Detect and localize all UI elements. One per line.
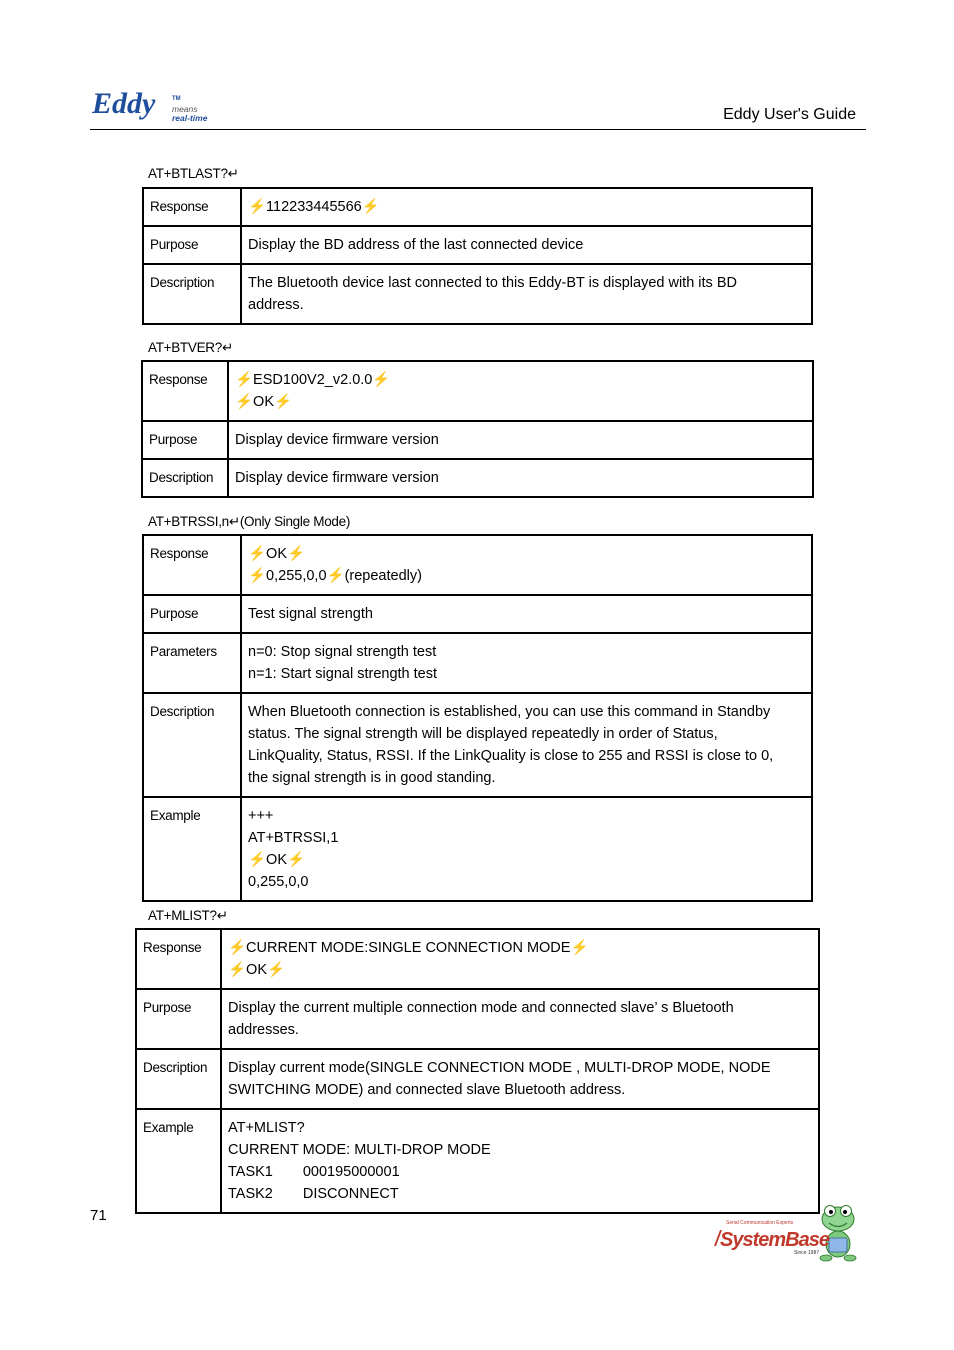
row-key: Response	[142, 361, 228, 421]
systembase-logo	[712, 1200, 867, 1262]
row-value: Display current mode(SINGLE CONNECTION MODE , MULTI-DROP MODE, NODE SWITCHING MODE) and connected slave Bluetooth address.	[221, 1049, 819, 1109]
table-row	[136, 1109, 819, 1213]
table-row	[142, 421, 813, 459]
row-value: Display the BD address of the last connected device	[241, 226, 812, 264]
command-title: AT+BTVER?↵	[148, 340, 233, 355]
row-key: Description	[136, 1049, 221, 1109]
row-key: Purpose	[143, 226, 241, 264]
eddy-logo	[92, 86, 222, 126]
svg-text:Since 1987: Since 1987	[794, 1250, 820, 1256]
svg-text:TM: TM	[172, 96, 181, 102]
row-key: Purpose	[142, 421, 228, 459]
row-value: Test signal strength	[241, 595, 812, 633]
table-row	[143, 595, 812, 633]
svg-text:Serial Communication Experts: Serial Communication Experts	[726, 1220, 794, 1226]
row-key: Purpose	[136, 989, 221, 1049]
row-value: Display device firmware version	[228, 459, 813, 497]
row-value: ⚡ESD100V2_v2.0.0⚡ ⚡OK⚡	[228, 361, 813, 421]
command-table	[135, 928, 820, 1214]
table-row	[143, 797, 812, 901]
command-title: AT+MLIST?↵	[148, 908, 228, 923]
table-row	[143, 633, 812, 693]
task-line: TASK2 DISCONNECT	[228, 1186, 399, 1202]
eddy-logo-text: Eddy	[92, 87, 156, 120]
row-key: Example	[143, 797, 241, 901]
row-value: The Bluetooth device last connected to this Eddy-BT is displayed with its BD address.	[241, 264, 812, 324]
row-value: Display the current multiple connection mode and connected slave’ s Bluetooth addresses.	[221, 989, 819, 1049]
row-key: Description	[143, 264, 241, 324]
svg-text:real-time: real-time	[172, 113, 208, 123]
row-key: Example	[136, 1109, 221, 1213]
task-line: TASK1 000195000001	[228, 1164, 400, 1180]
table-row	[136, 989, 819, 1049]
row-value: AT+MLIST? CURRENT MODE: MULTI-DROP MODE TASK1 000195000001 TASK2 DISCONNECT	[221, 1109, 819, 1213]
command-table	[141, 360, 814, 498]
table-row	[136, 929, 819, 989]
row-value: +++ AT+BTRSSI,1 ⚡OK⚡ 0,255,0,0	[241, 797, 812, 901]
row-key: Response	[143, 188, 241, 226]
row-key: Purpose	[143, 595, 241, 633]
row-value: n=0: Stop signal strength test n=1: Start signal strength test	[241, 633, 812, 693]
table-row	[143, 188, 812, 226]
command-title: AT+BTRSSI,n↵(Only Single Mode)	[148, 514, 351, 529]
command-table	[142, 534, 813, 902]
table-row	[142, 459, 813, 497]
header-divider	[90, 129, 866, 130]
row-key: Description	[143, 693, 241, 797]
table-row	[143, 264, 812, 324]
row-key: Description	[142, 459, 228, 497]
row-key: Response	[143, 535, 241, 595]
row-key: Parameters	[143, 633, 241, 693]
table-row	[143, 693, 812, 797]
row-value: ⚡CURRENT MODE:SINGLE CONNECTION MODE⚡ ⚡OK⚡	[221, 929, 819, 989]
table-row	[143, 226, 812, 264]
svg-text:means: means	[172, 104, 198, 114]
row-value: When Bluetooth connection is established, you can use this command in Standby status. The signal strength will be displayed repeatedly in order of Status, LinkQuality, Status, RSSI. If the LinkQuality is close to 255 and RSSI is close to 0, the signal strength is in good standing.	[241, 693, 812, 797]
table-row	[136, 1049, 819, 1109]
row-value: ⚡OK⚡ ⚡0,255,0,0⚡(repeatedly)	[241, 535, 812, 595]
systembase-logo-text: SystemBase	[720, 1229, 829, 1251]
row-key: Response	[136, 929, 221, 989]
command-title: AT+BTLAST?↵	[148, 166, 239, 181]
table-row	[142, 361, 813, 421]
command-table	[142, 187, 813, 325]
row-value: Display device firmware version	[228, 421, 813, 459]
page-number: 71	[90, 1207, 107, 1224]
row-value: ⚡112233445566⚡	[241, 188, 812, 226]
page-header-title: Eddy User's Guide	[723, 106, 856, 123]
table-row	[143, 535, 812, 595]
